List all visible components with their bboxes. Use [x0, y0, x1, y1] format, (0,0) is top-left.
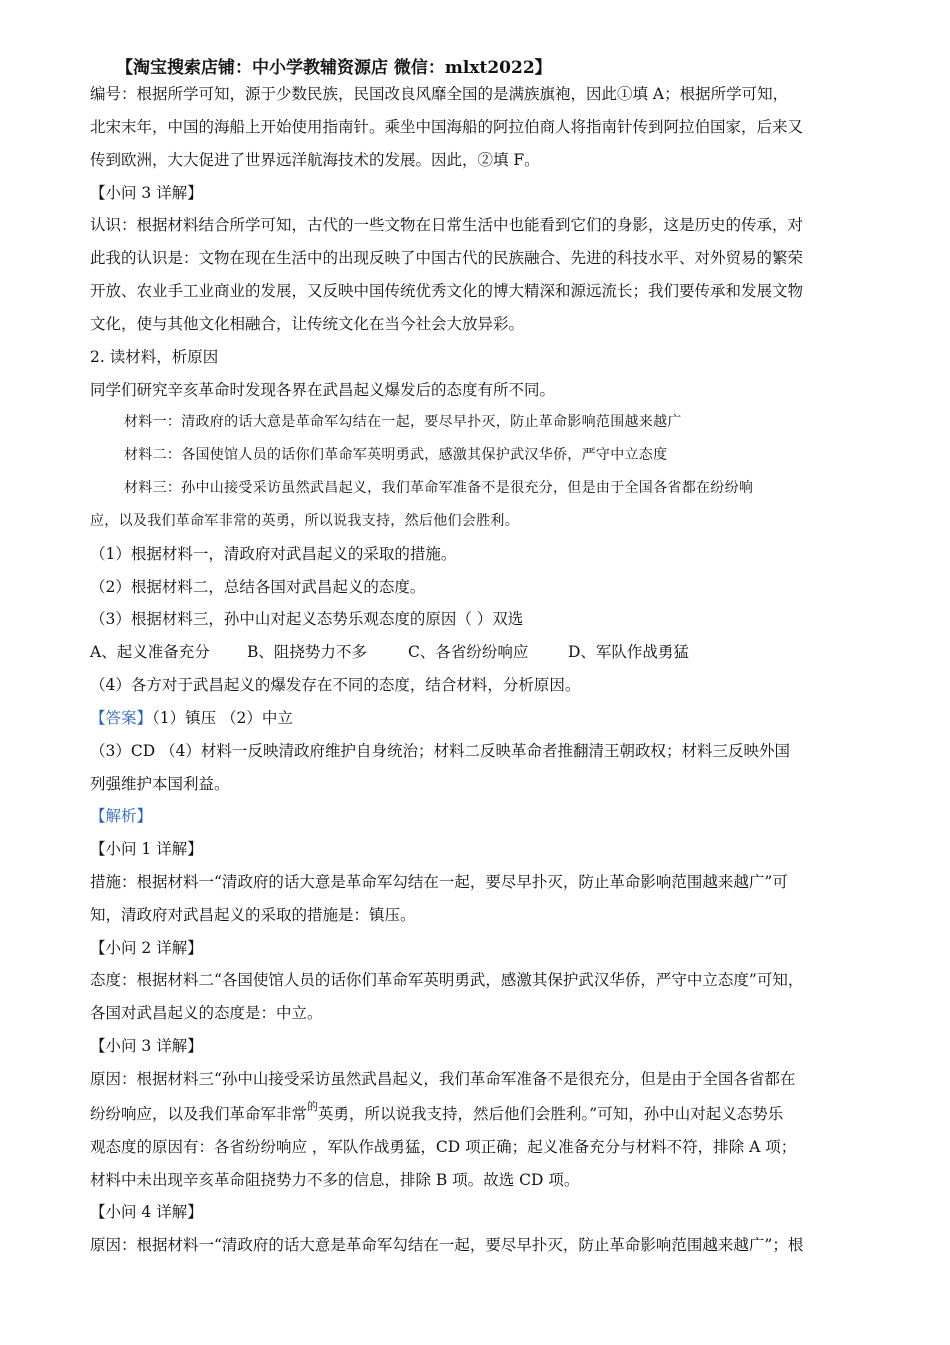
material-line: 材料一：清政府的话大意是革命军勾结在一起，要尽早扑灭，防止革命影响范围越来越广: [124, 414, 682, 430]
option-c: C、各省纷纷响应: [408, 643, 529, 661]
paragraph-line: 文化，使与其他文化相融合，让传统文化在当今社会大放异彩。: [90, 315, 525, 333]
paragraph-line: 开放、农业手工业商业的发展，又反映中国传统优秀文化的博大精深和源远流长；我们要传承和发展文物: [90, 282, 804, 300]
paragraph-line: 认识：根据材料结合所学可知，古代的一些文物在日常生活中也能看到它们的身影，这是历史的传承，对: [90, 216, 804, 234]
section-title: 【小问 4 详解】: [90, 1203, 203, 1221]
material-line: 材料三：孙中山接受采访虽然武昌起义，我们革命军准备不是很充分，但是由于全国各省都在纷纷响: [124, 480, 754, 496]
sub-question: （2）根据材料二，总结各国对武昌起义的态度。: [90, 578, 426, 596]
paragraph-line: 知，清政府对武昌起义的采取的措施是：镇压。: [90, 906, 416, 924]
question-title: 2. 读材料，析原因: [90, 348, 219, 366]
answer-text: （1）镇压 （2）中立: [152, 709, 293, 727]
paragraph-line: 各国对武昌起义的态度是：中立。: [90, 1004, 323, 1022]
section-title: 【小问 3 详解】: [90, 184, 203, 202]
paragraph-line: 此我的认识是：文物在现在生活中的出现反映了中国古代的民族融合、先进的科技水平、对外贸易的繁荣: [90, 249, 804, 267]
paragraph-line: 原因：根据材料三“孙中山接受采访虽然武昌起义，我们革命军准备不是很充分，但是由于全国各省都在: [90, 1070, 796, 1088]
text-span: 英勇，所以说我支持，然后他们会胜利。”可知，孙中山对起义态势乐: [318, 1105, 784, 1123]
paragraph-line: 材料中未出现辛亥革命阻挠势力不多的信息，排除 B 项。故选 CD 项。: [90, 1171, 580, 1189]
section-title: 【小问 3 详解】: [90, 1037, 203, 1055]
option-b: B、阻挠势力不多: [247, 643, 367, 661]
answer-line: 列强维护本国利益。: [90, 775, 230, 793]
paragraph-line: 原因：根据材料一“清政府的话大意是革命军勾结在一起，要尽早扑灭，防止革命影响范围越来越广”；根: [90, 1236, 804, 1254]
option-d: D、军队作战勇猛: [568, 643, 689, 661]
paragraph-line: 传到欧洲，大大促进了世界远洋航海技术的发展。因此，②填 F。: [90, 151, 540, 169]
paragraph-line: 观态度的原因有：各省纷纷响应 ，军队作战勇猛，CD 项正确；起义准备充分与材料不符，排除 A 项；: [90, 1138, 797, 1156]
superscript-char: 的: [307, 1100, 319, 1113]
paragraph-line: 措施：根据材料一“清政府的话大意是革命军勾结在一起，要尽早扑灭，防止革命影响范围越来越广”可: [90, 873, 788, 891]
option-a: A、起义准备充分: [90, 643, 210, 661]
question-intro: 同学们研究辛亥革命时发现各界在武昌起义爆发后的态度有所不同。: [90, 381, 556, 399]
material-line: 应，以及我们革命军非常的英勇，所以说我支持，然后他们会胜利。: [90, 513, 519, 529]
paragraph-line: 编号：根据所学可知，源于少数民族，民国改良风靡全国的是满族旗袍，因此①填 A；根据所学可知，: [90, 85, 789, 103]
paragraph-line: [90, 1100, 784, 1126]
sub-question: （4）各方对于武昌起义的爆发存在不同的态度，结合材料，分析原因。: [90, 676, 581, 694]
analysis-label: 【解析】: [90, 807, 153, 825]
answer-label: 【答案】: [90, 709, 153, 727]
sub-question: （1）根据材料一，清政府对武昌起义的采取的措施。: [90, 545, 457, 563]
paragraph-line: 态度：根据材料二“各国使馆人员的话你们革命军英明勇武，感激其保护武汉华侨，严守中立态度”可知，: [90, 971, 804, 989]
paragraph-line: 北宋末年，中国的海船上开始使用指南针。乘坐中国海船的阿拉伯商人将指南针传到阿拉伯国家，后来又: [90, 118, 804, 136]
text-span: 纷纷响应，以及我们革命军非常: [90, 1105, 308, 1123]
section-title: 【小问 1 详解】: [90, 840, 203, 858]
material-line: 材料二：各国使馆人员的话你们革命军英明勇武，感激其保护武汉华侨，严守中立态度: [124, 447, 668, 463]
shop-header: 【淘宝搜索店铺：中小学教辅资源店 微信：mlxt2022】: [116, 58, 552, 78]
answer-line: （3）CD （4）材料一反映清政府维护自身统治；材料二反映革命者推翻清王朝政权；材料三反映外国: [90, 742, 790, 760]
answer-row: [90, 708, 293, 728]
sub-question: （3）根据材料三，孙中山对起义态势乐观态度的原因（ ）双选: [90, 610, 524, 628]
section-title: 【小问 2 详解】: [90, 939, 203, 957]
